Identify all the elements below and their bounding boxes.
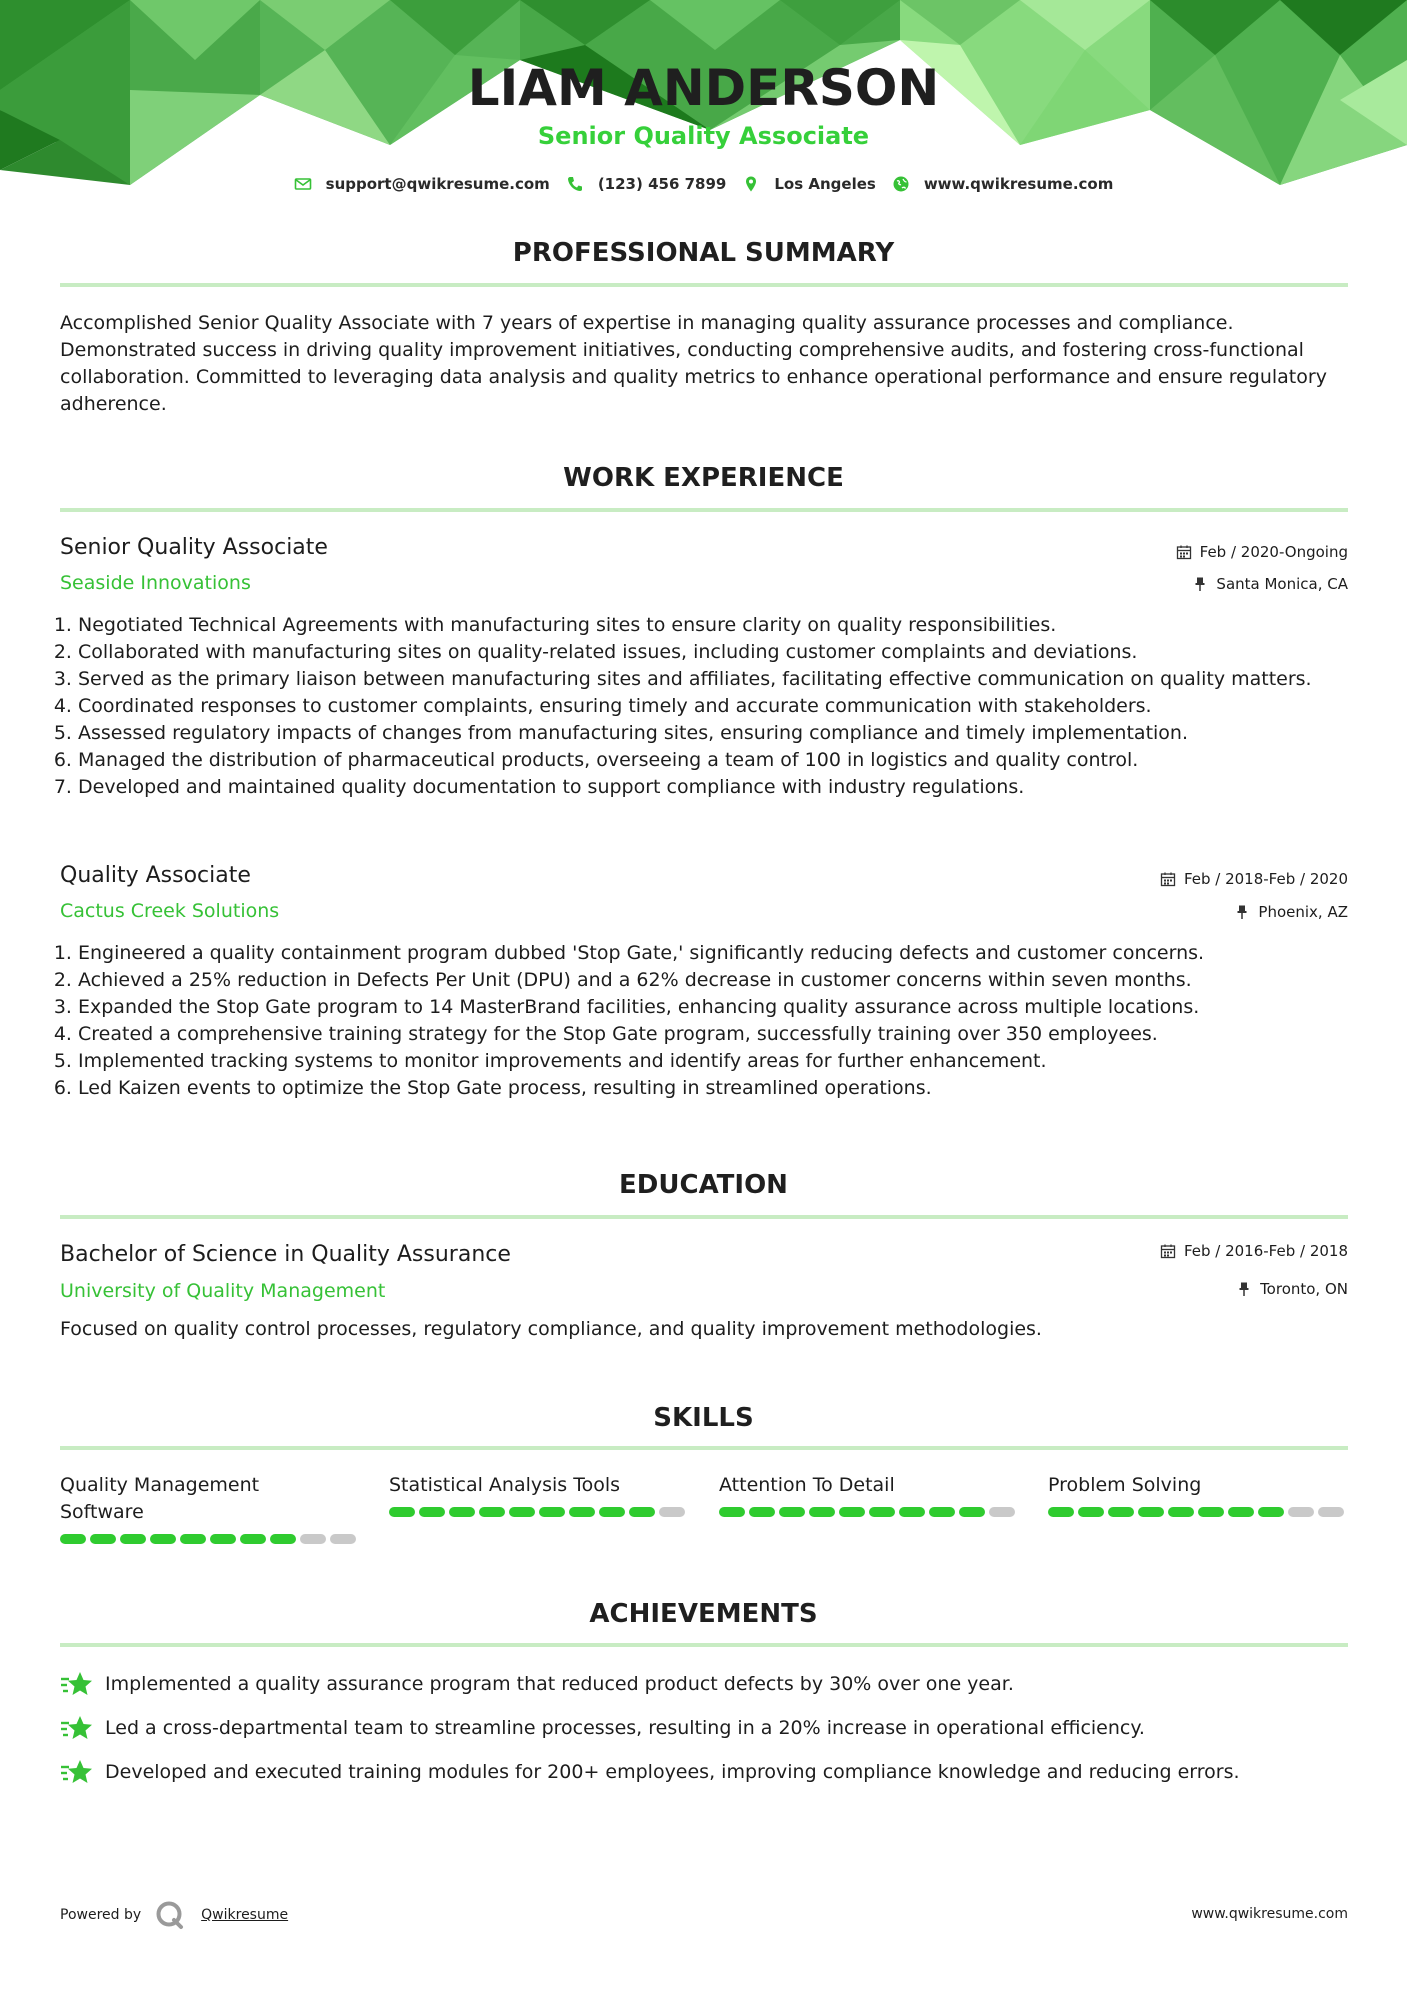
- education-date: [1160, 1242, 1348, 1260]
- skill-segment-empty: [989, 1507, 1015, 1517]
- candidate-name: LIAM ANDERSON: [467, 59, 940, 117]
- job-title: Quality Associate: [60, 863, 251, 888]
- skill-segment-empty: [330, 1534, 356, 1544]
- map-pin-icon: [742, 175, 760, 193]
- job-bullet: 4. Created a comprehensive training strategy for the Stop Gate program, successfully training over 350 employees.: [78, 1021, 1368, 1048]
- skill-segment-filled: [479, 1507, 505, 1517]
- contact-website[interactable]: [892, 175, 1114, 193]
- job-location-text: Phoenix, AZ: [1258, 903, 1348, 921]
- globe-icon: [892, 175, 910, 193]
- job-bullets: [60, 612, 1368, 801]
- achievement-item: [60, 1758, 1240, 1786]
- contact-email-text: support@qwikresume.com: [325, 175, 550, 193]
- star-badge-icon: [60, 1714, 92, 1742]
- skill-segment-filled: [1168, 1507, 1194, 1517]
- skill-segment-filled: [539, 1507, 565, 1517]
- footer-website[interactable]: www.qwikresume.com: [1191, 1906, 1348, 1922]
- qwikresume-link[interactable]: Qwikresume: [201, 1907, 289, 1923]
- skill-segment-filled: [509, 1507, 535, 1517]
- skill-item: [1048, 1472, 1348, 1517]
- achievement-item: [60, 1714, 1145, 1742]
- achievement-text: Implemented a quality assurance program that reduced product defects by 30% over one year.: [105, 1673, 1014, 1695]
- candidate-role: Senior Quality Associate: [537, 122, 870, 150]
- phone-icon: [566, 175, 584, 193]
- skill-segment-filled: [210, 1534, 236, 1544]
- skill-level-bar: [1048, 1507, 1348, 1517]
- skill-segment-filled: [90, 1534, 116, 1544]
- skill-segment-filled: [449, 1507, 475, 1517]
- job-bullet: 4. Coordinated responses to customer complaints, ensuring timely and accurate communication with stakeholders.: [78, 693, 1368, 720]
- skill-segment-filled: [959, 1507, 985, 1517]
- job-bullet: 1. Negotiated Technical Agreements with manufacturing sites to ensure clarity on quality responsibilities.: [78, 612, 1368, 639]
- section-divider: [60, 1643, 1348, 1647]
- education-location: [1236, 1280, 1348, 1298]
- skill-segment-filled: [60, 1534, 86, 1544]
- skill-segment-empty: [659, 1507, 685, 1517]
- job-bullet: 1. Engineered a quality containment program dubbed 'Stop Gate,' significantly reducing defects and customer concerns.: [78, 940, 1368, 967]
- job-bullet: 2. Achieved a 25% reduction in Defects Per Unit (DPU) and a 62% decrease in customer concerns within seven months.: [78, 967, 1368, 994]
- education-heading: EDUCATION: [619, 1170, 788, 1200]
- section-divider: [60, 1446, 1348, 1450]
- skill-segment-filled: [569, 1507, 595, 1517]
- calendar-icon: [1160, 871, 1176, 887]
- job-bullet: 3. Served as the primary liaison between manufacturing sites and affiliates, facilitating effective communication on quality matters.: [78, 666, 1368, 693]
- education-location-text: Toronto, ON: [1260, 1280, 1348, 1298]
- skill-segment-filled: [719, 1507, 745, 1517]
- calendar-icon: [1160, 1243, 1176, 1259]
- skill-segment-filled: [1198, 1507, 1224, 1517]
- envelope-icon: [294, 175, 312, 193]
- achievement-text: Developed and executed training modules for 200+ employees, improving compliance knowledge and reducing errors.: [105, 1761, 1240, 1783]
- skill-segment-filled: [270, 1534, 296, 1544]
- skill-segment-filled: [1138, 1507, 1164, 1517]
- education-description: Focused on quality control processes, regulatory compliance, and quality improvement methodologies.: [60, 1318, 1042, 1340]
- job-bullet: 2. Collaborated with manufacturing sites on quality-related issues, including customer complaints and deviations.: [78, 639, 1368, 666]
- contact-bar: [0, 172, 1407, 196]
- skill-segment-filled: [1108, 1507, 1134, 1517]
- degree-title: Bachelor of Science in Quality Assurance: [60, 1242, 511, 1267]
- star-badge-icon: [60, 1670, 92, 1698]
- summary-text: Accomplished Senior Quality Associate with 7 years of expertise in managing quality assurance processes and compliance. Demonstrated success in driving quality improvement initiatives, conducting comprehensive audits, and fostering cross-functional collaboration. Committed to leveraging data analysis and quality metrics to enhance operational performance and ensure regulatory adherence.: [60, 312, 1327, 415]
- skill-name: Attention To Detail: [719, 1474, 895, 1496]
- skill-segment-filled: [150, 1534, 176, 1544]
- achievement-text: Led a cross-departmental team to streamline processes, resulting in a 20% increase in operational efficiency.: [105, 1717, 1145, 1739]
- school-name: University of Quality Management: [60, 1280, 386, 1302]
- skill-segment-empty: [1318, 1507, 1344, 1517]
- section-divider: [60, 283, 1348, 287]
- skill-name: Quality Management Software: [60, 1474, 260, 1523]
- skill-segment-filled: [240, 1534, 266, 1544]
- contact-location-text: Los Angeles: [774, 175, 876, 193]
- pushpin-icon: [1192, 576, 1208, 592]
- skill-segment-filled: [1258, 1507, 1284, 1517]
- skill-segment-empty: [1288, 1507, 1314, 1517]
- skill-segment-filled: [929, 1507, 955, 1517]
- section-divider: [60, 1215, 1348, 1219]
- achievement-item: [60, 1670, 1014, 1698]
- education-date-text: Feb / 2016-Feb / 2018: [1183, 1242, 1348, 1260]
- company-name: Cactus Creek Solutions: [60, 900, 280, 922]
- job-bullet: 7. Developed and maintained quality documentation to support compliance with industry regulations.: [78, 774, 1368, 801]
- powered-by-label: Powered by: [60, 1907, 142, 1923]
- skill-item: [60, 1472, 360, 1544]
- skill-segment-filled: [180, 1534, 206, 1544]
- pushpin-icon: [1236, 1281, 1252, 1297]
- skill-segment-filled: [419, 1507, 445, 1517]
- job-bullet: 5. Implemented tracking systems to monitor improvements and identify areas for further enhancement.: [78, 1048, 1368, 1075]
- contact-phone[interactable]: [566, 175, 727, 193]
- skill-name: Statistical Analysis Tools: [389, 1474, 621, 1496]
- skill-segment-filled: [779, 1507, 805, 1517]
- company-name: Seaside Innovations: [60, 572, 251, 594]
- skill-segment-filled: [1048, 1507, 1074, 1517]
- skill-segment-filled: [389, 1507, 415, 1517]
- job-location: [1192, 575, 1348, 593]
- summary-heading: PROFESSIONAL SUMMARY: [512, 238, 895, 268]
- contact-email[interactable]: [294, 175, 550, 193]
- skill-item: [719, 1472, 1019, 1517]
- skill-level-bar: [389, 1507, 689, 1517]
- job-date: [1160, 870, 1348, 888]
- footer-powered-by: [60, 1900, 288, 1930]
- job-date-text: Feb / 2020-Ongoing: [1199, 543, 1348, 561]
- job-bullet: 5. Assessed regulatory impacts of changes from manufacturing sites, ensuring compliance and timely implementation.: [78, 720, 1368, 747]
- skill-segment-filled: [120, 1534, 146, 1544]
- skill-segment-empty: [300, 1534, 326, 1544]
- skill-segment-filled: [749, 1507, 775, 1517]
- skill-segment-filled: [1078, 1507, 1104, 1517]
- skill-segment-filled: [599, 1507, 625, 1517]
- job-date: [1176, 543, 1348, 561]
- job-date-text: Feb / 2018-Feb / 2020: [1183, 870, 1348, 888]
- skill-item: [389, 1472, 689, 1517]
- skill-segment-filled: [809, 1507, 835, 1517]
- star-badge-icon: [60, 1758, 92, 1786]
- skill-level-bar: [719, 1507, 1019, 1517]
- job-bullet: 6. Managed the distribution of pharmaceutical products, overseeing a team of 100 in logistics and quality control.: [78, 747, 1368, 774]
- skill-name: Problem Solving: [1048, 1474, 1202, 1496]
- contact-phone-text: (123) 456 7899: [597, 175, 727, 193]
- skill-segment-filled: [629, 1507, 655, 1517]
- calendar-icon: [1176, 544, 1192, 560]
- skill-segment-filled: [1228, 1507, 1254, 1517]
- contact-website-text: www.qwikresume.com: [923, 175, 1114, 193]
- achievements-heading: ACHIEVEMENTS: [589, 1599, 818, 1629]
- section-divider: [60, 508, 1348, 512]
- skill-segment-filled: [869, 1507, 895, 1517]
- job-location: [1234, 903, 1348, 921]
- pushpin-icon: [1234, 904, 1250, 920]
- experience-heading: WORK EXPERIENCE: [563, 463, 844, 493]
- qwikresume-logo-icon: [155, 1900, 185, 1930]
- contact-location: [742, 175, 875, 193]
- job-bullets: [60, 940, 1368, 1102]
- job-bullet: 3. Expanded the Stop Gate program to 14 MasterBrand facilities, enhancing quality assurance across multiple locations.: [78, 994, 1368, 1021]
- job-location-text: Santa Monica, CA: [1216, 575, 1348, 593]
- job-bullet: 6. Led Kaizen events to optimize the Stop Gate process, resulting in streamlined operations.: [78, 1075, 1368, 1102]
- skills-heading: SKILLS: [653, 1403, 754, 1433]
- skill-segment-filled: [899, 1507, 925, 1517]
- skill-level-bar: [60, 1534, 360, 1544]
- job-title: Senior Quality Associate: [60, 535, 328, 560]
- skill-segment-filled: [839, 1507, 865, 1517]
